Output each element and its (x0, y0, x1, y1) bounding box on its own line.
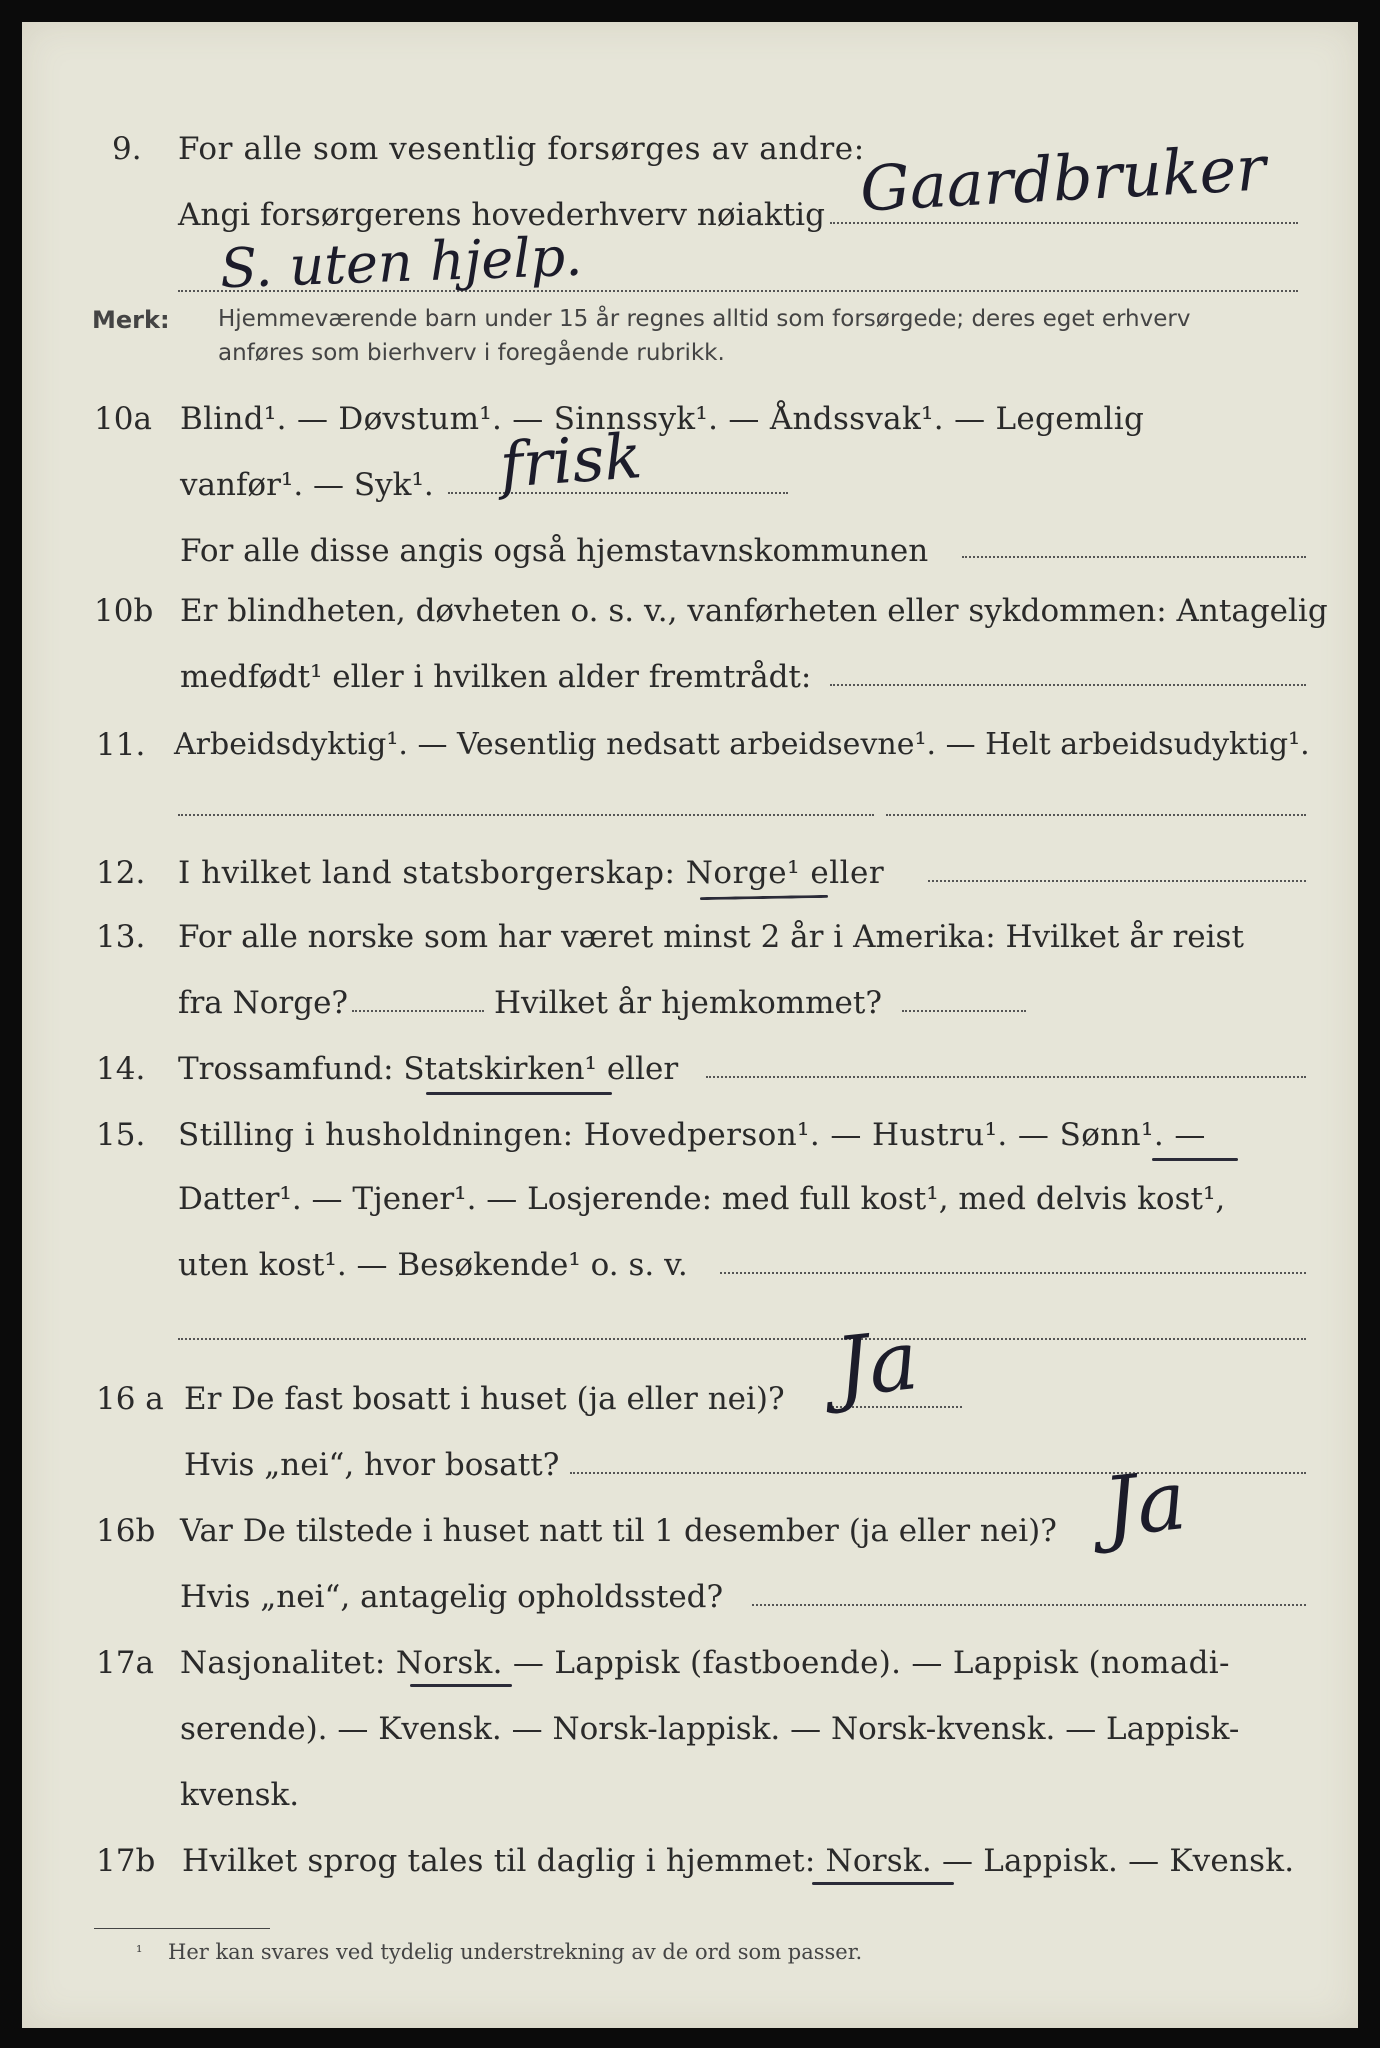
q10a-line3: For alle disse angis også hjemstavnskommunen (180, 533, 929, 569)
q16b-line2: Hvis „nei“, antagelig opholdssted? (180, 1579, 724, 1615)
q15-number: 15. (96, 1117, 146, 1153)
q10a-fill-line (962, 556, 1306, 558)
q9-number: 9. (112, 131, 142, 167)
footnote-text: Her kan svares ved tydelig understrekning av de ord som passer. (168, 1940, 863, 1964)
q12-number: 12. (96, 855, 146, 891)
q16a-number: 16 a (96, 1381, 164, 1417)
footnote-rule (94, 1928, 270, 1929)
footnote-mark: ¹ (136, 1942, 143, 1961)
q9-line2: Angi forsørgerens hovederhverv nøiaktig (178, 197, 825, 233)
q16b-number: 16b (96, 1513, 156, 1549)
q17b-line1: Hvilket sprog tales til daglig i hjemmet: Norsk. — Lappisk. — Kvensk. (182, 1843, 1295, 1879)
q13-fill-line-b (902, 1010, 1026, 1012)
q13-line2a: fra Norge? (178, 985, 349, 1021)
q17a-line2: serende). — Kvensk. — Norsk-lappisk. — Norsk-kvensk. — Lappisk- (180, 1711, 1240, 1747)
q16b-line1: Var De tilstede i huset natt til 1 desember (ja eller nei)? (180, 1513, 1057, 1549)
q15-line3: uten kost¹. — Besøkende¹ o. s. v. (178, 1247, 688, 1283)
q17a-line1: Nasjonalitet: Norsk. — Lappisk (fastboende). — Lappisk (nomadi- (180, 1645, 1230, 1681)
q15-fill-line (720, 1272, 1306, 1274)
q13-number: 13. (96, 919, 146, 955)
q16a-handwritten-answer: Ja (831, 1312, 923, 1417)
q15-fill-line-2 (178, 1338, 1306, 1340)
merk-line1: Hjemmeværende barn under 15 år regnes alltid som forsørgede; deres eget erhverv (218, 306, 1191, 332)
q16a-fill-line (570, 1472, 1306, 1474)
q16b-handwritten-answer: Ja (1099, 1452, 1191, 1557)
q9-handwritten-answer-1: Gaardbruker (858, 131, 1268, 226)
q14-fill-line (706, 1076, 1306, 1078)
q15-line2: Datter¹. — Tjener¹. — Losjerende: med full kost¹, med delvis kost¹, (178, 1181, 1226, 1217)
q17a-number: 17a (96, 1645, 154, 1681)
q10b-line2: medfødt¹ eller i hvilken alder fremtrådt: (180, 659, 812, 695)
q12-line1: I hvilket land statsborgerskap: Norge¹ eller (178, 855, 885, 891)
q16b-fill-line (752, 1604, 1306, 1606)
q15-line1: Stilling i husholdningen: Hovedperson¹. — Hustru¹. — Sønn¹. — (178, 1117, 1206, 1153)
merk-label: Merk: (92, 306, 170, 334)
q9-line1: For alle som vesentlig forsørges av andre: (178, 131, 865, 167)
q13-line1: For alle norske som har været minst 2 år i Amerika: Hvilket år reist (178, 919, 1244, 955)
q13-fill-line-a (352, 1010, 484, 1012)
q14-line1: Trossamfund: Statskirken¹ eller (178, 1051, 679, 1087)
q10b-fill-line (830, 684, 1306, 686)
q17a-line3: kvensk. (180, 1777, 300, 1813)
q11-number: 11. (96, 727, 146, 763)
q10b-number: 10b (94, 593, 154, 629)
q11-fill-line-a (178, 814, 874, 816)
q16a-line1: Er De fast bosatt i huset (ja eller nei)? (184, 1381, 785, 1417)
q10a-line2: vanfør¹. — Syk¹. (180, 467, 434, 503)
q15-underline-sonn (1152, 1158, 1238, 1161)
merk-line2: anføres som bierhverv i foregående rubrikk. (218, 340, 725, 366)
q11-fill-line-b (886, 814, 1306, 816)
q10b-line1: Er blindheten, døvheten o. s. v., vanførheten eller sykdommen: Antagelig (180, 593, 1328, 629)
q12-fill-line (928, 880, 1306, 882)
q10a-number: 10a (94, 401, 152, 437)
q17b-underline-norsk (812, 1882, 954, 1885)
q17b-number: 17b (96, 1843, 156, 1879)
q17a-underline-norsk (410, 1684, 512, 1687)
q14-number: 14. (96, 1051, 146, 1087)
q10a-line1: Blind¹. — Døvstum¹. — Sinnssyk¹. — Åndssvak¹. — Legemlig (180, 401, 1145, 437)
q11-line1: Arbeidsdyktig¹. — Vesentlig nedsatt arbeidsevne¹. — Helt arbeidsudyktig¹. (174, 727, 1310, 762)
q14-underline-statskirken (426, 1092, 612, 1095)
q9-handwritten-answer-2: S. uten hjelp. (218, 224, 584, 301)
q16a-line2: Hvis „nei“, hvor bosatt? (184, 1447, 560, 1483)
q10a-handwritten-answer: frisk (497, 419, 645, 502)
q13-line2b: Hvilket år hjemkommet? (494, 985, 882, 1021)
